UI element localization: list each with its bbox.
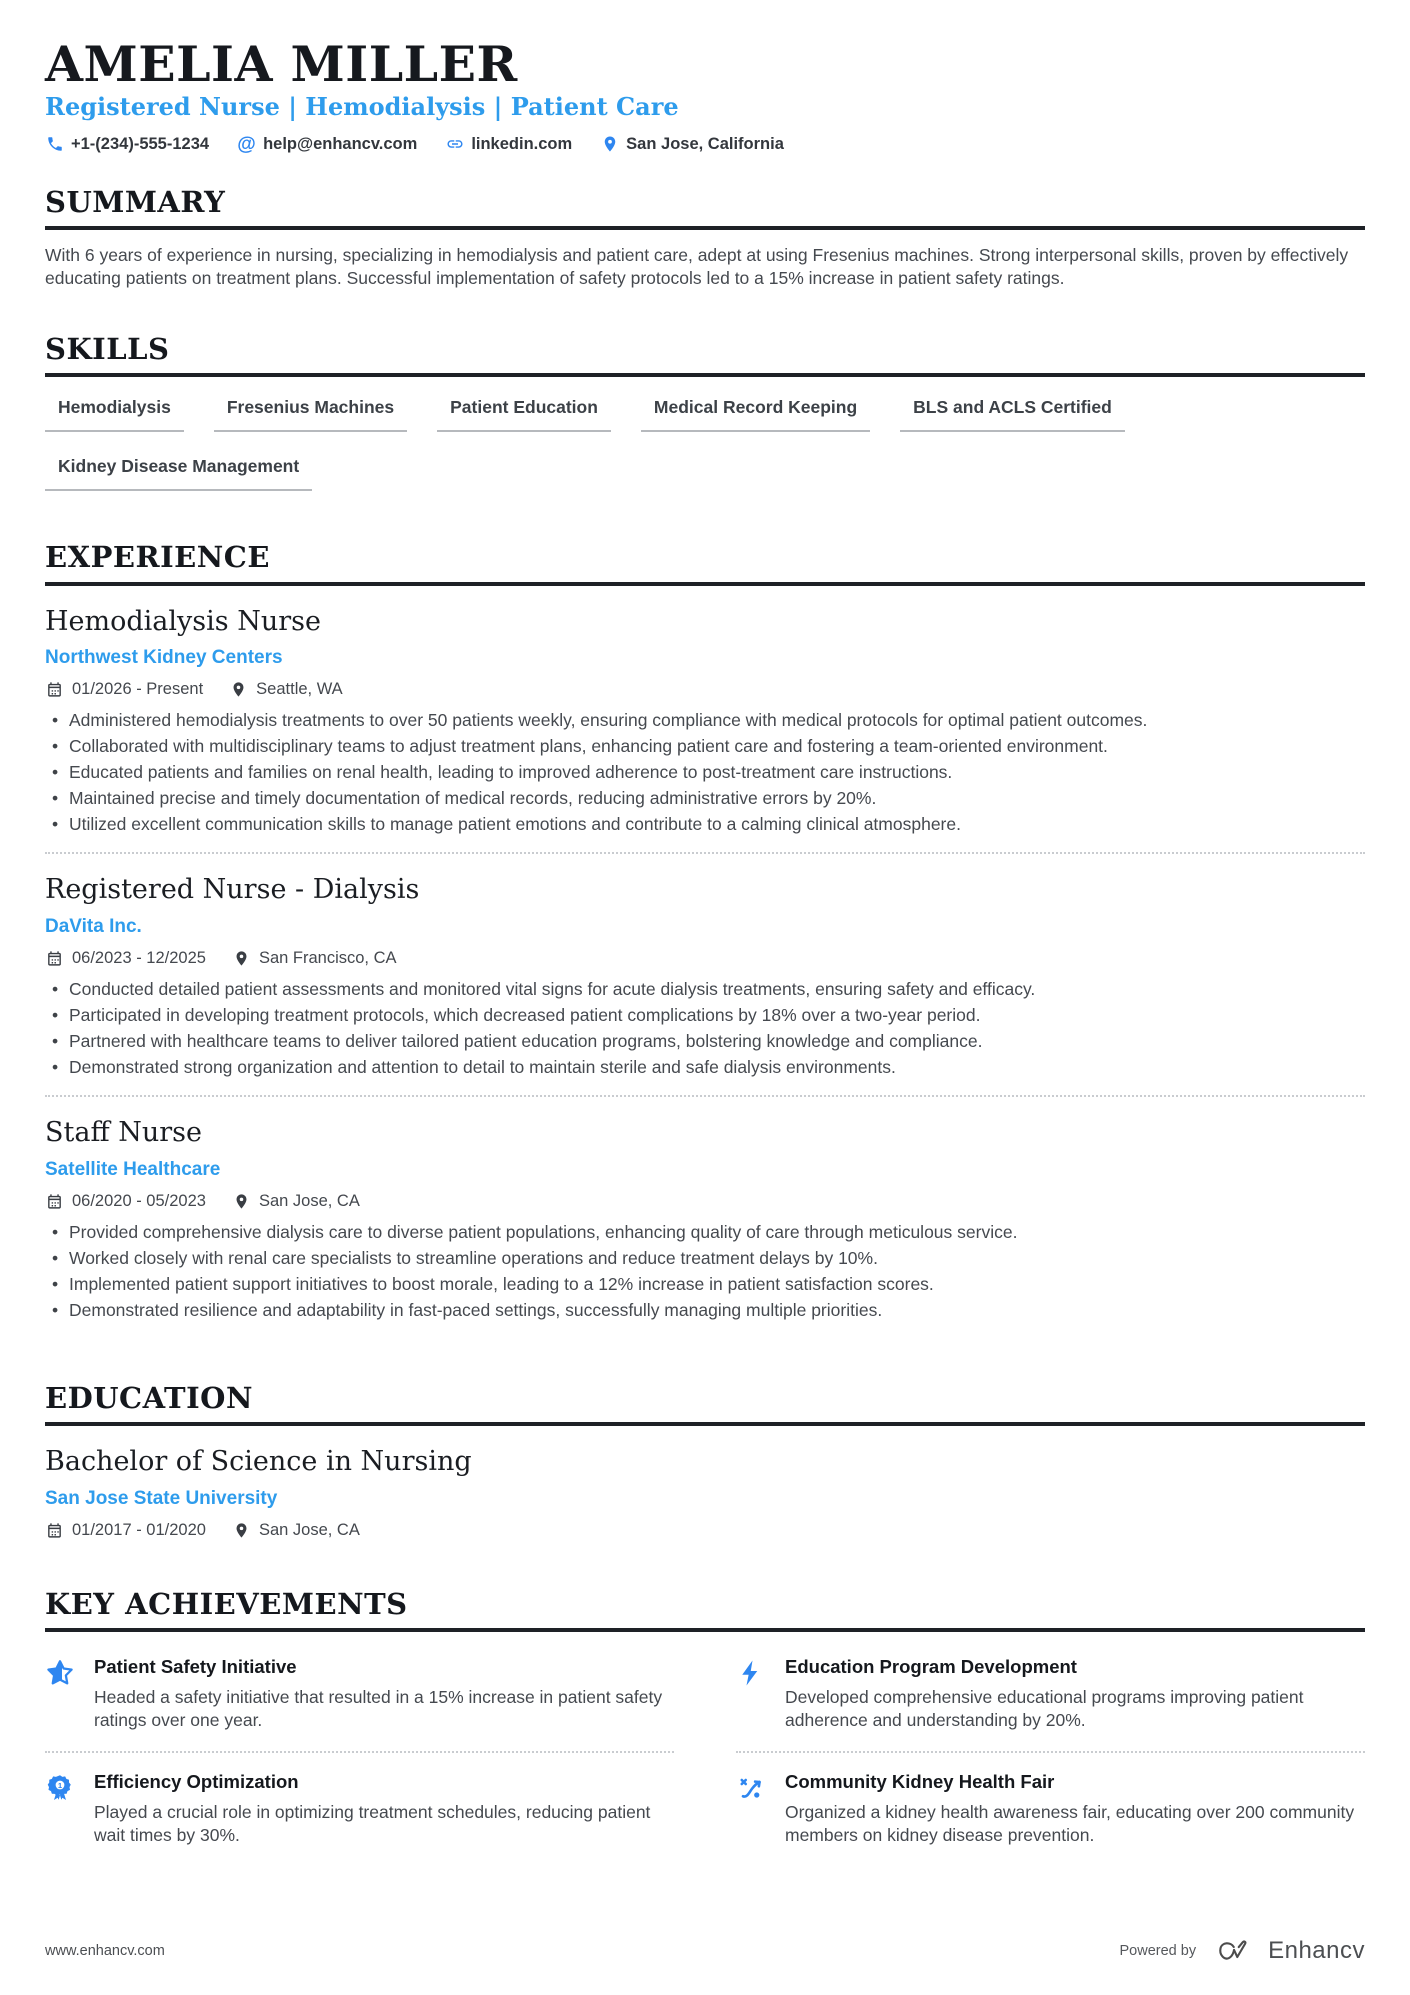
bullet-item: • Partnered with healthcare teams to deliver tailored patient education programs, bolstering knowledge and compliance.: [45, 1030, 1365, 1053]
company-name[interactable]: Satellite Healthcare: [45, 1158, 221, 1180]
job-meta: [45, 680, 1365, 699]
contact-item[interactable]: [45, 135, 209, 154]
achievement-body: [94, 1771, 674, 1848]
bullet-item: • Worked closely with renal care specialists to streamline operations and reduce treatment delays by 10%.: [45, 1247, 1365, 1270]
at-icon: @: [237, 133, 256, 155]
pin-icon: [232, 1521, 251, 1540]
skill-tag: Kidney Disease Management: [45, 456, 312, 491]
bullet-item: • Collaborated with multidisciplinary teams to adjust treatment plans, enhancing patient care and fostering a team-oriented environment.: [45, 735, 1365, 758]
section-skills: [45, 333, 1365, 491]
achievement-title: Community Kidney Health Fair: [785, 1770, 1055, 1792]
education-dates: [45, 1521, 206, 1540]
contact-text: +1-(234)-555-1234: [71, 134, 210, 153]
pin-icon: [229, 680, 248, 699]
company-name[interactable]: Northwest Kidney Centers: [45, 647, 283, 668]
achievement-body: [94, 1656, 674, 1733]
job-location: [229, 680, 343, 699]
contact-text: help@enhancv.com: [263, 134, 418, 153]
education-heading: EDUCATION: [45, 1381, 253, 1415]
experience-heading: EXPERIENCE: [45, 540, 270, 575]
brand-name: Enhancv: [1268, 1937, 1365, 1964]
section-rule: [45, 1422, 1365, 1426]
bullet-item: • Provided comprehensive dialysis care to diverse patient populations, enhancing quality of care through meticulous service.: [45, 1221, 1365, 1244]
medal-icon: [45, 1771, 79, 1848]
dates-text: 01/2017 - 01/2020: [72, 1520, 206, 1539]
achievement-title: Efficiency Optimization: [94, 1770, 299, 1792]
section-education: [45, 1382, 1365, 1540]
entry-divider: [45, 852, 1365, 854]
pin-icon: [232, 1192, 251, 1211]
route-icon: [736, 1771, 770, 1848]
achievements-grid: [45, 1638, 1365, 1865]
job-dates: [45, 1192, 206, 1211]
section-rule: [45, 582, 1365, 586]
achievement-title: Patient Safety Initiative: [94, 1656, 297, 1678]
page-footer: [45, 1937, 1365, 1965]
calendar-icon: [45, 680, 64, 699]
experience-entry: [45, 606, 1365, 853]
contact-item[interactable]: [445, 135, 572, 154]
bolt-icon: [736, 1656, 770, 1733]
contact-row: [45, 135, 1365, 154]
job-location: [232, 1192, 360, 1211]
job-title: Staff Nurse: [45, 1117, 202, 1149]
skills-heading: SKILLS: [45, 331, 170, 366]
location-text: San Jose, CA: [258, 1191, 360, 1210]
skill-tag: Medical Record Keeping: [641, 397, 870, 432]
link-icon: [445, 135, 464, 154]
svg-text:1: 1: [57, 1780, 63, 1790]
achievement-item: [736, 1638, 1365, 1751]
education-location: [232, 1521, 360, 1540]
calendar-icon: [45, 1192, 64, 1211]
job-dates: [45, 949, 206, 968]
bullet-item: • Demonstrated resilience and adaptability in fast-paced settings, successfully managing multiple priorities.: [45, 1299, 1365, 1322]
job-meta: [45, 1192, 1365, 1211]
location-text: San Jose, CA: [258, 1520, 360, 1539]
star-icon: [45, 1656, 79, 1733]
section-rule: [45, 1628, 1365, 1632]
achievement-text: Developed comprehensive educational programs improving patient adherence and understanding by 20%.: [785, 1687, 1304, 1731]
bullet-item: • Demonstrated strong organization and attention to detail to maintain sterile and safe dialysis environments.: [45, 1056, 1365, 1079]
powered-by: [1120, 1937, 1365, 1965]
section-rule: [45, 373, 1365, 377]
achievement-text: Played a crucial role in optimizing treatment schedules, reducing patient wait times by 30%.: [94, 1801, 651, 1845]
contact-item: [600, 135, 784, 154]
bullet-item: • Implemented patient support initiatives to boost morale, leading to a 12% increase in patient satisfaction scores.: [45, 1273, 1365, 1296]
job-bullets: [45, 709, 1365, 852]
achievement-body: [785, 1771, 1365, 1848]
bullet-item: • Utilized excellent communication skills to manage patient emotions and contribute to a calming clinical atmosphere.: [45, 813, 1365, 836]
section-rule: [45, 226, 1365, 230]
skill-tag: Patient Education: [437, 397, 611, 432]
entry-divider: [45, 1095, 1365, 1097]
bullet-item: • Educated patients and families on renal health, leading to improved adherence to post-treatment care instructions.: [45, 761, 1365, 784]
calendar-icon: [45, 949, 64, 968]
calendar-icon: [45, 1521, 64, 1540]
section-key-achievements: [45, 1588, 1365, 1865]
dates-text: 06/2020 - 05/2023: [72, 1191, 206, 1210]
footer-site-link[interactable]: www.enhancv.com: [45, 1943, 165, 1959]
pin-icon: [232, 949, 251, 968]
enhancv-logo-icon: [1209, 1937, 1255, 1965]
contact-text: San Jose, California: [626, 134, 784, 153]
candidate-name: AMELIA MILLER: [45, 35, 518, 93]
job-meta: [45, 949, 1365, 968]
experience-entry: [45, 874, 1365, 1095]
summary-heading: SUMMARY: [45, 184, 226, 219]
bullet-item: • Administered hemodialysis treatments to over 50 patients weekly, ensuring compliance with medical protocols for optimal patient outcomes.: [45, 709, 1365, 732]
education-meta: [45, 1521, 1365, 1540]
bullet-item: • Conducted detailed patient assessments and monitored vital signs for acute dialysis treatments, ensuring safety and efficacy.: [45, 978, 1365, 1001]
job-bullets: [45, 978, 1365, 1095]
skill-tag: Fresenius Machines: [214, 397, 407, 432]
section-experience: [45, 541, 1365, 1338]
school-name: San Jose State University: [45, 1487, 278, 1509]
skills-list: [45, 397, 1365, 491]
dates-text: 06/2023 - 12/2025: [72, 948, 206, 967]
location-icon: [600, 135, 619, 154]
skill-tag: Hemodialysis: [45, 397, 184, 432]
achievement-item: [45, 1751, 674, 1866]
company-name[interactable]: DaVita Inc.: [45, 915, 142, 937]
achievements-heading: KEY ACHIEVEMENTS: [45, 1586, 408, 1621]
job-location: [232, 949, 397, 968]
contact-text: linkedin.com: [471, 134, 573, 153]
phone-icon: [45, 135, 64, 154]
contact-item[interactable]: [237, 135, 417, 154]
bullet-item: • Maintained precise and timely documentation of medical records, reducing administrative errors by 20%.: [45, 787, 1365, 810]
location-text: San Francisco, CA: [258, 948, 397, 967]
section-summary: [45, 186, 1365, 291]
job-dates: [45, 680, 203, 699]
degree-title: Bachelor of Science in Nursing: [45, 1446, 472, 1478]
achievement-text: Headed a safety initiative that resulted in a 15% increase in patient safety ratings over one year.: [94, 1687, 663, 1731]
experience-entry: [45, 1117, 1365, 1338]
achievement-item: [736, 1751, 1365, 1866]
achievement-text: Organized a kidney health awareness fair, educating over 200 community members on kidney disease prevention.: [785, 1801, 1355, 1845]
job-title: Registered Nurse - Dialysis: [45, 874, 420, 906]
summary-text: With 6 years of experience in nursing, specializing in hemodialysis and patient care, adept at using Fresenius machines. Strong interpersonal skills, proven by effectively educating patients on treatment plans. Successful implementation of safety protocols led to a 15% increase in patient safety ratings.: [45, 245, 1349, 289]
job-bullets: [45, 1221, 1365, 1338]
candidate-headline: Registered Nurse | Hemodialysis | Patient Care: [45, 91, 679, 121]
skill-tag: BLS and ACLS Certified: [900, 397, 1125, 432]
powered-by-label: Powered by: [1119, 1943, 1197, 1959]
location-text: Seattle, WA: [256, 680, 343, 698]
experience-list: [45, 606, 1365, 1338]
achievement-body: [785, 1656, 1365, 1733]
bullet-item: • Participated in developing treatment protocols, which decreased patient complications by 18% over a two-year period.: [45, 1004, 1365, 1027]
achievement-item: [45, 1638, 674, 1751]
dates-text: 01/2026 - Present: [72, 680, 204, 698]
job-title: Hemodialysis Nurse: [45, 605, 321, 637]
achievement-title: Education Program Development: [785, 1656, 1077, 1678]
resume-header: [45, 35, 1365, 155]
